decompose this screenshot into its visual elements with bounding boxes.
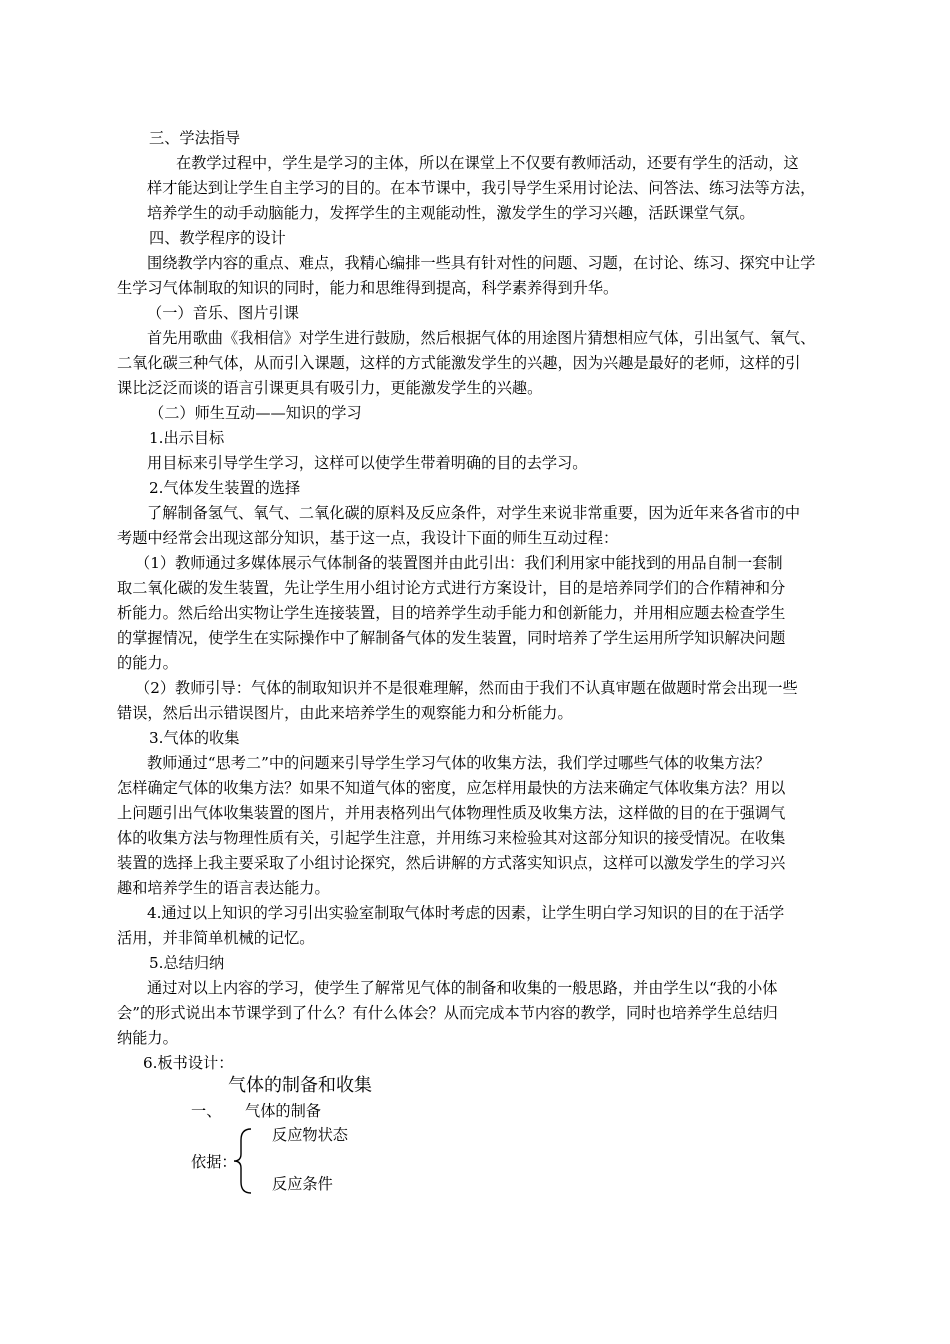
paragraph-line: 析能力。然后给出实物让学生连接装置，目的培养学生动手能力和创新能力，并用相应题去检查学生 — [117, 604, 786, 622]
paragraph-line: 通过对以上内容的学习，使学生了解常见气体的制备和收集的一般思路，并由学生以“我的小体 — [147, 979, 778, 997]
paragraph-line: 上问题引出气体收集装置的图片，并用表格列出气体物理性质及收集方法，这样做的目的在于强调气 — [117, 804, 786, 822]
paragraph-line: 样才能达到让学生自主学习的目的。在本节课中，我引导学生采用讨论法、问答法、练习法等方法， — [147, 179, 816, 197]
paragraph-line: （1）教师通过多媒体展示气体制备的装置图并由此引出：我们利用家中能找到的用品自制一套制 — [135, 554, 783, 572]
paragraph-line: 活用，并非简单机械的记忆。 — [117, 929, 315, 947]
paragraph-line: 纳能力。 — [117, 1029, 178, 1047]
section-heading: 三、学法指导 — [149, 129, 241, 147]
paragraph-line: 装置的选择上我主要采取了小组讨论探究，然后讲解的方式落实知识点，这样可以激发学生的学习兴 — [117, 854, 786, 872]
paragraph-line: 会”的形式说出本节课学到了什么？有什么体会？从而完成本节内容的教学，同时也培养学生总结归 — [117, 1004, 778, 1022]
paragraph-line: 的能力。 — [117, 654, 178, 672]
paragraph-line: 了解制备氢气、氧气、二氧化碳的原料及反应条件，对学生来说非常重要，因为近年来各省市的中 — [147, 504, 801, 522]
paragraph-line: 培养学生的动手动脑能力，发挥学生的主观能动性，激发学生的学习兴趣，活跃课堂气氛。 — [147, 204, 755, 222]
paragraph-line: 二氧化碳三种气体，从而引入课题，这样的方式能激发学生的兴趣，因为兴趣是最好的老师，这样的引 — [117, 354, 801, 372]
paragraph-line: 的掌握情况，使学生在实际操作中了解制备气体的发生装置，同时培养了学生运用所学知识解决问题 — [117, 629, 786, 647]
paragraph-line: 用目标来引导学生学习，这样可以使学生带着明确的目的去学习。 — [147, 454, 588, 472]
paragraph-line: 首先用歌曲《我相信》对学生进行鼓励，然后根据气体的用途图片猜想相应气体，引出氢气、氧气、 — [147, 329, 816, 347]
paragraph-line: 围绕教学内容的重点、难点，我精心编排一些具有针对性的问题、习题，在讨论、练习、探究中让学 — [147, 254, 816, 272]
left-brace-icon — [231, 1128, 255, 1194]
paragraph-line: 趣和培养学生的语言表达能力。 — [117, 879, 330, 897]
board-item: 反应物状态 — [272, 1126, 348, 1144]
section-heading: 四、教学程序的设计 — [149, 229, 286, 247]
board-item: 反应条件 — [272, 1175, 333, 1193]
paragraph-line: 4.通过以上知识的学习引出实验室制取气体时考虑的因素，让学生明白学习知识的目的在于活学 — [147, 904, 785, 922]
board-section-title: 气体的制备 — [245, 1102, 321, 1120]
paragraph-line: 生学习气体制取的知识的同时，能力和思维得到提高，科学素养得到升华。 — [117, 279, 619, 297]
board-section-number: 一、 — [191, 1102, 222, 1120]
item-heading: 3.气体的收集 — [149, 729, 240, 747]
paragraph-line: 体的收集方法与物理性质有关，引起学生注意，并用练习来检验其对这部分知识的接受情况。在收集 — [117, 829, 786, 847]
board-title: 气体的制备和收集 — [228, 1075, 372, 1096]
paragraph-line: 取二氧化碳的发生装置，先让学生用小组讨论方式进行方案设计，目的是培养同学们的合作精神和分 — [117, 579, 786, 597]
paragraph-line: （2）教师引导：气体的制取知识并不是很难理解，然而由于我们不认真审题在做题时常会出现一些 — [135, 679, 798, 697]
board-basis-label: 依据： — [191, 1153, 237, 1171]
subsection-heading: （一）音乐、图片引课 — [147, 304, 299, 322]
paragraph-line: 课比泛泛而谈的语言引课更具有吸引力，更能激发学生的兴趣。 — [117, 379, 543, 397]
paragraph-line: 怎样确定气体的收集方法？如果不知道气体的密度，应怎样用最快的方法来确定气体收集方法？用以 — [117, 779, 786, 797]
item-heading: 5.总结归纳 — [149, 954, 225, 972]
paragraph-line: 错误，然后出示错误图片，由此来培养学生的观察能力和分析能力。 — [117, 704, 573, 722]
paragraph-line: 教师通过“思考二”中的问题来引导学生学习气体的收集方法，我们学过哪些气体的收集方法？ — [147, 754, 771, 772]
item-heading: 1.出示目标 — [149, 429, 225, 447]
subsection-heading: （二）师生互动——知识的学习 — [149, 404, 362, 422]
paragraph-line: 考题中经常会出现这部分知识，基于这一点，我设计下面的师生互动过程： — [117, 529, 619, 547]
item-heading: 2.气体发生装置的选择 — [149, 479, 301, 497]
paragraph-line: 在教学过程中，学生是学习的主体，所以在课堂上不仅要有教师活动，还要有学生的活动，这 — [176, 154, 799, 172]
item-heading: 6.板书设计： — [143, 1054, 234, 1072]
